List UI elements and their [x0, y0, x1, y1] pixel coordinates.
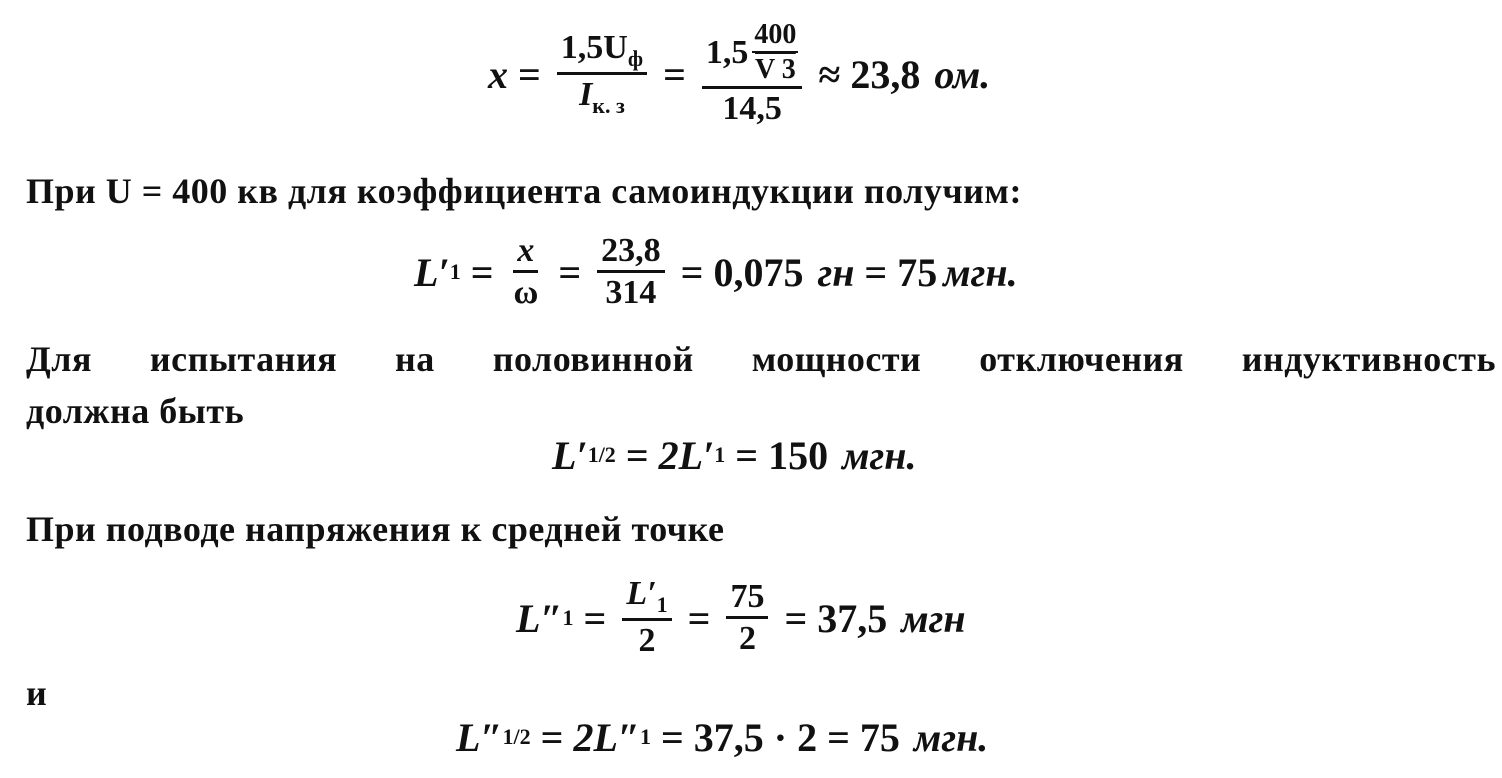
eq1-frac1-numerator: 1,5U	[560, 28, 628, 66]
eq1-fraction-2	[702, 18, 803, 128]
eq2-value-millihenry: 75	[897, 249, 938, 295]
eq4-lhs: L″	[516, 595, 563, 641]
eq1-inner-fraction: 400 V 3	[754, 18, 797, 85]
eq4-fraction-1: $\frac{L'_1}{2}$	[622, 577, 671, 659]
equation-midpoint-inductance: L″ 1 = $\frac{L'_1}{2}$ = $\frac{75}{2}$ = 37,5 мгн	[516, 575, 966, 660]
equation-inductance: L′ 1 = $\frac{x}{\omega}$ = $\frac{23,8}{314}$ = 0,075 гн = 75 мгн.	[414, 231, 1018, 311]
eq5-value: 75	[859, 714, 900, 760]
eq1-frac1-denominator: I	[579, 75, 593, 113]
equation-reactance: x = $\frac{1,5U_ф}{I_{к. з}}$ = 1,5 400 V 3 14,5 ≈ 23,8 ом.	[488, 18, 991, 128]
eq3-value: 150	[768, 432, 829, 478]
eq1-result: 23,8	[850, 51, 921, 97]
eq3-lhs: L′	[552, 432, 588, 478]
paragraph-self-inductance: При U = 400 кв для коэффициента самоиндукции получим:	[26, 171, 1022, 211]
eq1-frac2-prefix: 1,5	[705, 33, 749, 71]
eq5-lhs: L″	[456, 714, 503, 760]
equation-half-power-inductance: L′ 1/2 = 2L′ 1 = 150 мгн.	[552, 432, 917, 478]
eq4-fraction-2: $\frac{75}{2}$	[726, 580, 768, 657]
eq2-fraction-1: $\frac{x}{\omega}$	[513, 231, 539, 311]
paragraph-and: и	[26, 673, 48, 713]
eq1-frac2-denominator: 14,5	[722, 90, 782, 128]
eq1-unit: ом.	[934, 51, 991, 97]
eq2-value-henry: 0,075	[713, 249, 804, 295]
eq1-lhs: x	[488, 51, 508, 97]
paragraph-midpoint: При подводе напряжения к средней точке	[26, 509, 725, 549]
eq1-fraction-1: $\frac{1,5U_ф}{I_{к. з}}$	[557, 31, 647, 117]
eq4-value: 37,5	[817, 595, 888, 641]
equation-final-inductance: L″ 1/2 = 2L″ 1 = 37,5 · 2 = 75 мгн.	[456, 714, 989, 760]
eq2-fraction-2: $\frac{23,8}{314}$	[597, 234, 665, 311]
paragraph-half-power: Для испытания на половинной мощности отключения индуктивность	[26, 339, 1496, 379]
eq2-lhs: L′	[414, 249, 450, 295]
paragraph-half-power-line2: должна быть	[26, 391, 245, 431]
